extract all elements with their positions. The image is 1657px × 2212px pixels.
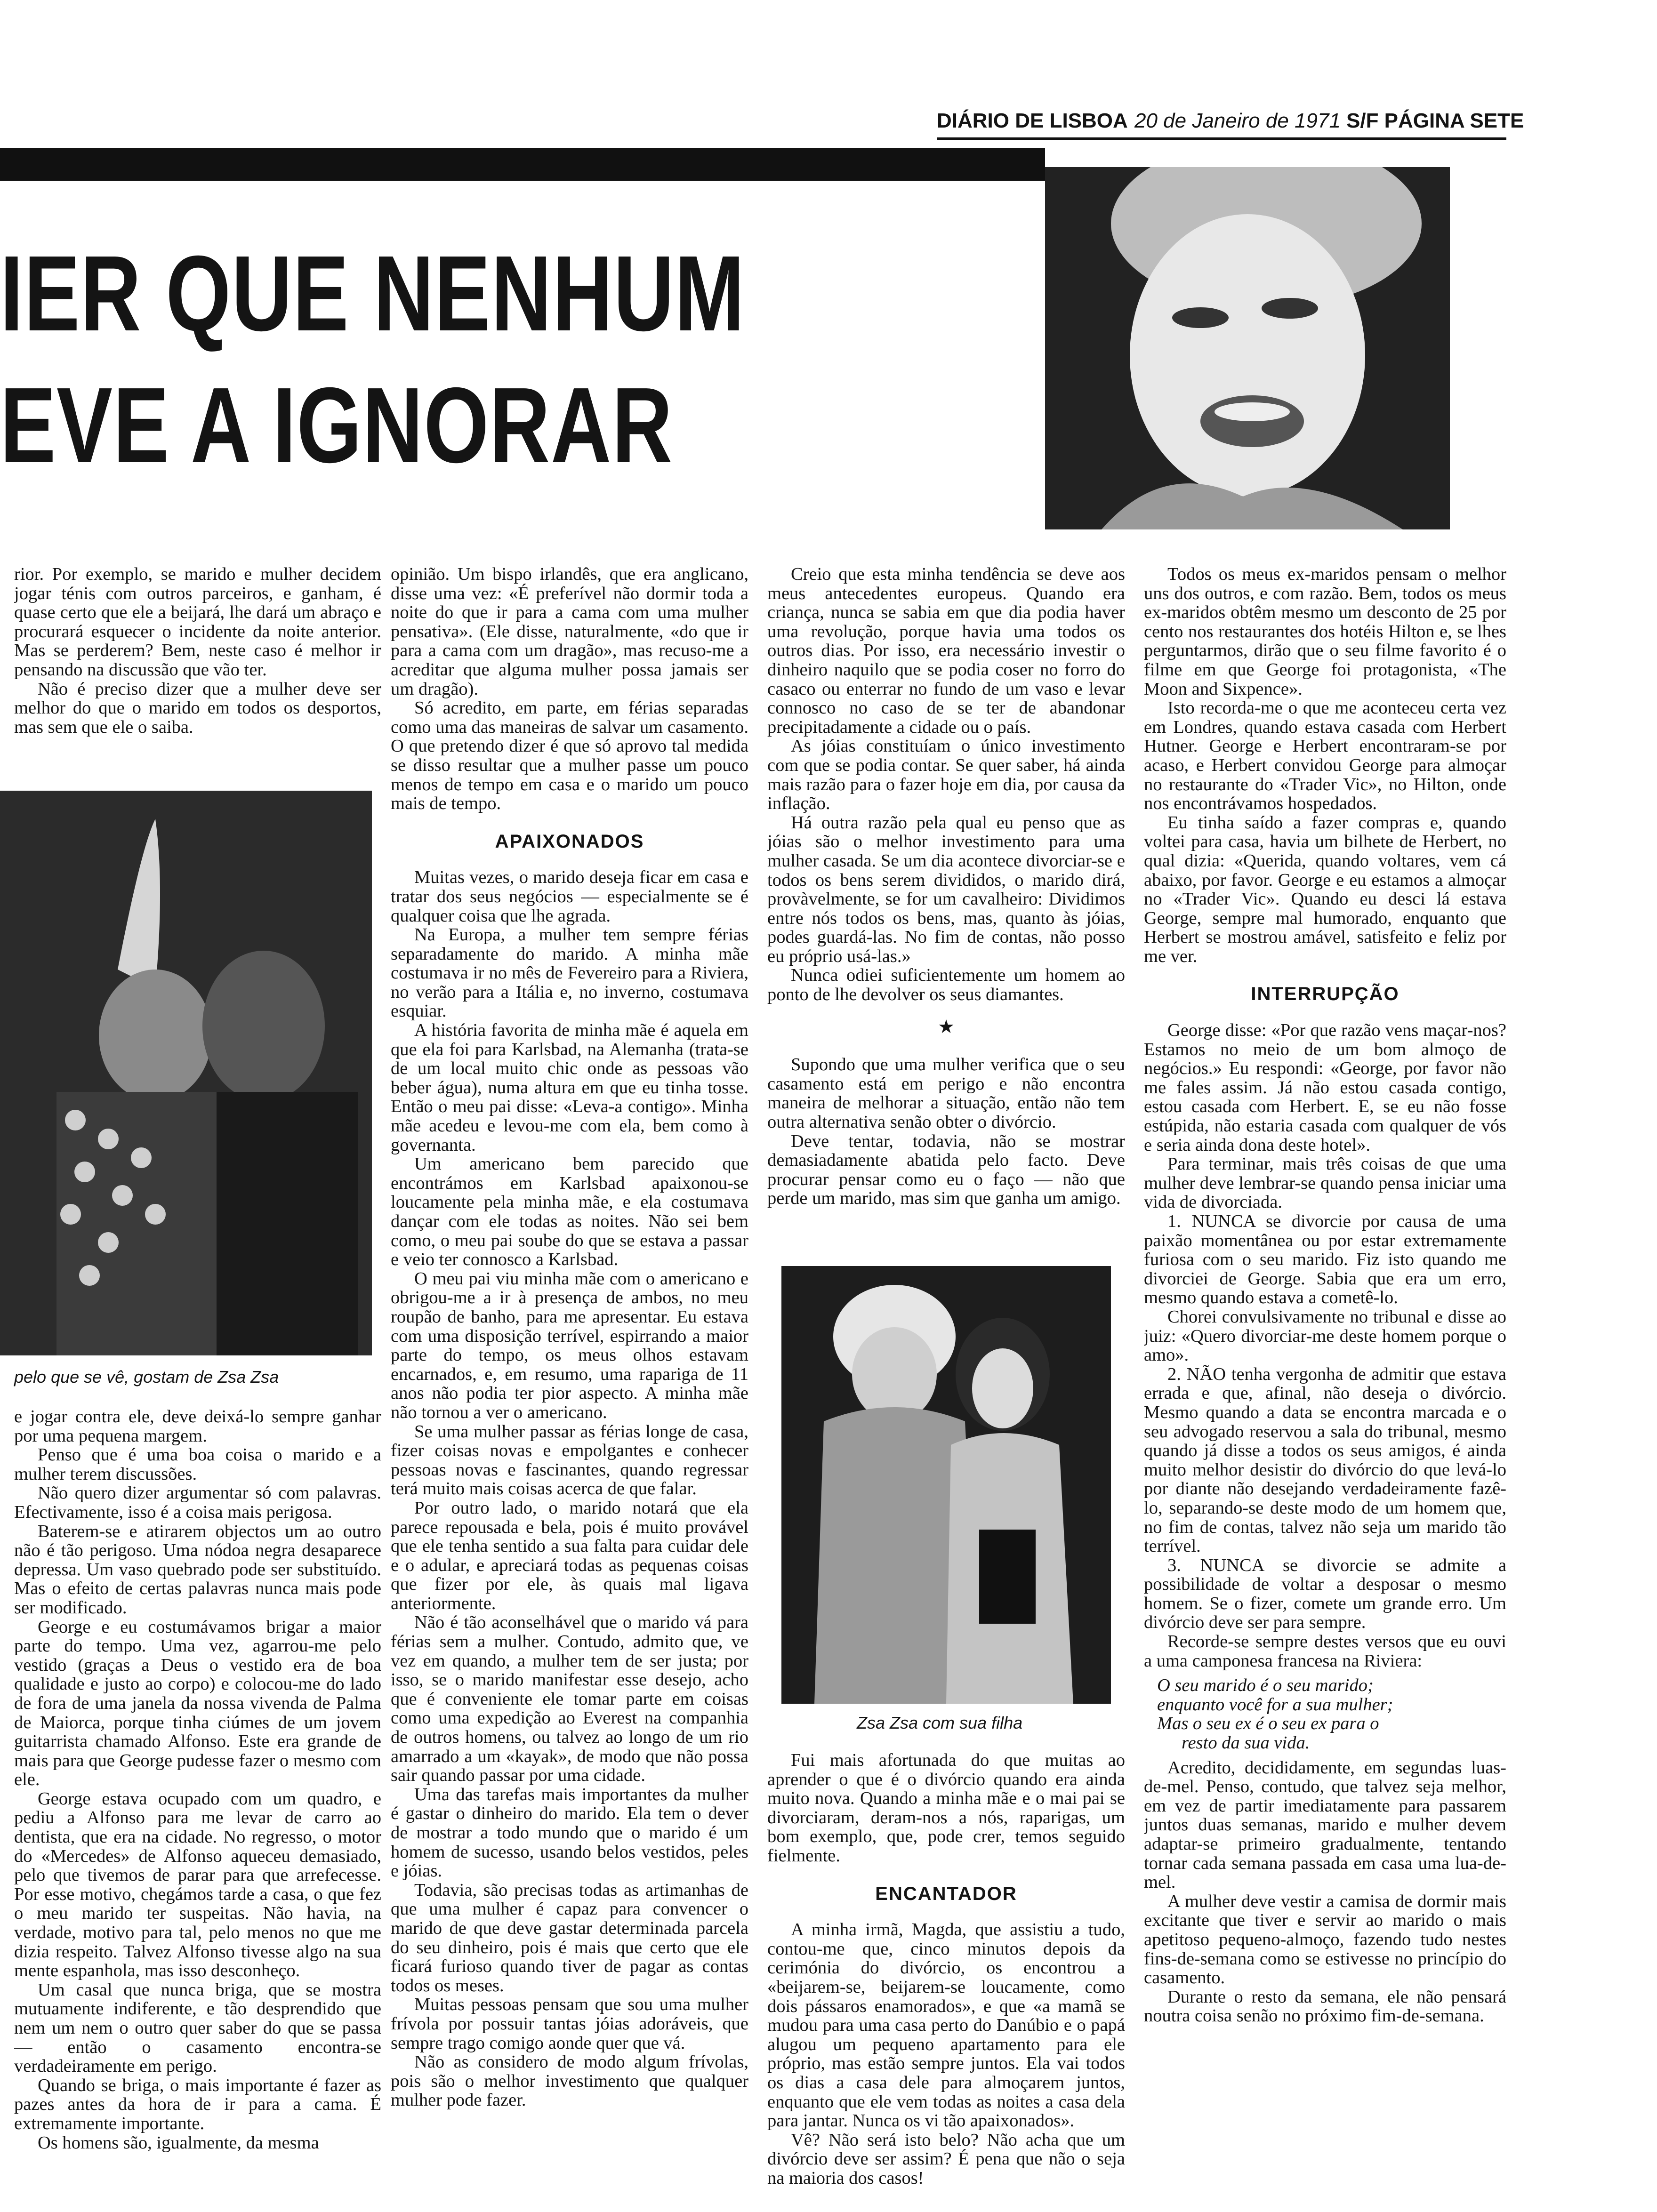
paragraph: Isto recorda-me o que me aconteceu certa vez em Londres, quando estava casada com Herbert Hutner. George e Herbert encontraram-se por acaso, e Herbert convidou George para almoçar no restaurante do «Trader Vic», no Hilton, onde nos encontrávamos hospedados. [1144,698,1506,814]
paragraph: 2. NÃO tenha vergonha de admitir que estava errada e que, afinal, não deseja o divórcio. Mesmo quando a data se encontra marcada e o seu advogado reservou a sala do tribunal, mesmo quando já disse a todos os seus amigos, é ainda muito melhor desistir do divórcio do que levá-lo por diante não desejando verdadeiramente fazê-lo, separando-se deste modo de um homem que, no fim de contas, talvez não seja um marido tão terrível. [1144,1364,1506,1556]
top-black-bar [0,148,1045,181]
paragraph: Vê? Não será isto belo? Não acha que um divórcio deve ser assim? É pena que não o seja na maioria dos casos! [767,2130,1125,2188]
column-3-bottom [767,1751,1125,2207]
paragraph: Os homens são, igualmente, da mesma [38,2132,319,2153]
paragraph: Nunca odiei suficientemente um homem ao ponto de lhe devolver os seus diamantes. [767,965,1125,1005]
paragraph: George disse: «Por que razão vens maçar-nos? Estamos no meio de um bom almoço de negócios.» Eu respondi: «George, por favor não me fales assim. Já não estou casada contigo, estou casada com Herbert. E, se eu não fosse estúpida, não estaria casada com qualquer de vós e seria ainda dona deste hotel». [1144,1020,1506,1155]
paragraph: Baterem-se e atirarem objectos um ao outro não é tão perigoso. Uma nódoa negra desaparece depressa. Um vaso quebrado pode ser substituído. Mas o efeito de certas palavras nunca mais pode ser modificado. [14,1521,381,1618]
paragraph: George e eu costumávamos brigar a maior parte do tempo. Uma vez, agarrou-me pelo vestido (graças a Deus o vestido era de boa qualidade e justo ao corpo) e colocou-me do lado de fora de uma janela da nossa vivenda de Palma de Maiorca, porque tinha ciúmes de um jovem guitarrista chamado Alfonso. Este era grande de mais para que George pudesse fazer o mesmo com ele. [14,1617,381,1790]
column-3-top [767,565,1125,1242]
column-1-bottom [14,1407,381,2207]
subhead-interrupcao: INTERRUPÇÃO [1251,984,1400,1005]
paragraph: Durante o resto da semana, ele não pensará noutra coisa senão no próximo fim-de-semana. [1144,1987,1506,2026]
paragraph: Um americano bem parecido que encontrámos em Karlsbad apaixonou-se loucamente pela minha mãe, e ela costumava dançar com ele todas as noites. Não sei bem como, o meu pai soube do que se estava a passar e veio ter connosco a Karlsbad. [391,1154,748,1270]
newspaper-name: DIÁRIO DE LISBOA [937,109,1128,132]
verse-block [1144,1676,1506,1752]
paragraph: Um casal que nunca briga, que se mostra mutuamente indiferente, e tão desprendido que nem um nem o outro quer saber do que se passa — então o casamento encontra-se verdadeiramente em perigo. [14,1980,381,2076]
verse-line: enquanto você for a sua mulher; [1157,1694,1393,1715]
paragraph: e jogar contra ele, deve deixá-lo sempre ganhar por uma pequena margem. [14,1407,381,1446]
mother-daughter-photo [781,1266,1111,1704]
page-label: S/F PÁGINA SETE [1346,109,1524,132]
paragraph: Não as considero de modo algum frívolas, pois são o melhor investimento que qualquer mulher pode fazer. [391,2052,748,2110]
section-star: ★ [938,1016,955,1037]
paragraph: Fui mais afortunada do que muitas ao aprender o que é o divórcio quando era ainda muito nova. Quando a minha mãe e o mai pai se divorciaram, deram-nos a nós, raparigas, um bom exemplo, que, pode crer, temos seguido fielmente. [767,1751,1125,1866]
headline-line-1: IER QUE NENHUM [0,234,745,353]
paragraph: Muitas pessoas pensam que sou uma mulher frívola por possuir tantas jóias adoráveis, que sempre trago comigo aonde quer que vá. [391,1995,748,2053]
paragraph: Uma das tarefas mais importantes da mulher é gastar o dinheiro do marido. Ela tem o dever de mostrar a todo mundo que o marido é um homem de sucesso, usando belos vestidos, peles e jóias. [391,1784,748,1881]
paragraph: Por outro lado, o marido notará que ela parece repousada e bela, pois é muito provável que ele tenha sentido a sua falta para cuidar dele e o adular, e apreciará todas as pequenas coisas que fizer por ele, às quais mal ligava anteriormente. [391,1498,748,1613]
paragraph: Todos os meus ex-maridos pensam o melhor uns dos outros, e com razão. Bem, todos os meus ex-maridos obtêm mesmo um desconto de 25 por cento nos restaurantes dos hotéis Hilton e, se lhes perguntarmos, dirão que o seu filme favorito é o filme em que George foi protagonista, «The Moon and Sixpence». [1144,565,1506,699]
paragraph: 1. NUNCA se divorcie por causa de uma paixão momentânea ou por estar extremamente furiosa com o seu marido. Fiz isto quando me divorciei de George. Sabia que era um erro, mesmo quando estava a cometê-lo. [1144,1211,1506,1308]
paragraph: Deve tentar, todavia, não se mostrar demasiadamente abatida pelo facto. Deve procurar pensar como eu o faço — não que perde um marido, mas sim que ganha um amigo. [767,1131,1125,1209]
portrait-image [1045,167,1450,529]
masthead-rule [937,137,1506,140]
paragraph: Na Europa, a mulher tem sempre férias separadamente do marido. A minha mãe costumava ir no mês de Fevereiro para a Riviera, no verão para a Itália e, no inverno, costumava esquiar. [391,925,748,1021]
paragraph: A minha irmã, Magda, que assistiu a tudo, contou-me que, cinco minutos depois da cerimónia do divórcio, os encontrou a «beijarem-se, beijarem-se loucamente, como dois pássaros enamorados», e que «a mamã se mudou para uma casa perto do Danúbio e o papá alugou um pequeno apartamento para ele próprio, mas estão sempre juntos. Ela vai todos os dias a casa dele para almoçarem juntos, enquanto que ele vem todas as noites a casa dela para jantar. Nunca os vi tão apaixonados». [767,1920,1125,2131]
center-photo-caption: Zsa Zsa com sua filha [857,1713,1023,1732]
paragraph: O meu pai viu minha mãe com o americano e obrigou-me a ir à presença de ambos, no meu roupão de banho, para me apresentar. Eu estava com uma disposição terrível, espirrando a maior parte do tempo, os meus olhos estavam encarnados, e, em resumo, uma rapariga de 11 anos não podia ter pior aspecto. A minha mãe não tornou a ver o americano. [391,1268,748,1422]
issue-date: 20 de Janeiro de 1971 [1134,109,1341,132]
paragraph: Não é tão aconselhável que o marido vá para férias sem a mulher. Contudo, admito que, ve vez em quando, a mulher tem de ser justa; por isso, se o marido manifestar esse desejo, acho que é conveniente ele tomar parte em coisas como uma expedição ao Everest na companhia de outros homens, ou talvez ao longo de um rio amarrado a um «kayak», de modo que não possa sair quando passar por uma cidade. [391,1612,748,1786]
paragraph: Recorde-se sempre destes versos que eu ouvi a uma camponesa francesa na Riviera: [1144,1632,1506,1671]
mother-daughter-image [781,1266,1111,1704]
paragraph: Supondo que uma mulher verifica que o seu casamento está em perigo e não encontra maneira de melhorar a situação, então não tem outra alternativa senão obter o divórcio. [767,1055,1125,1132]
paragraph: opinião. Um bispo irlandês, que era anglicano, disse uma vez: «É preferível não dormir toda a noite do que ir para a cama com uma mulher pensativa». (Ele disse, naturalmente, «do que ir para a cama com um dragão», mas recuso-me a acreditar que alguma mulher possa jamais ser um dragão). [391,565,748,699]
paragraph: rior. Por exemplo, se marido e mulher decidem jogar ténis com outros parceiros, e ganham, é quase certo que ele a beijará, lhe dará um abraço e procurará esquecer o incidente da noite anterior. Mas se perderem? Bem, neste caso é melhor ir pensando na discussão que vão ter. [14,565,381,680]
paragraph: George estava ocupado com um quadro, e pediu a Alfonso para me levar de carro ao dentista, que era na cidade. No regresso, o motor do «Mercedes» de Alfonso aqueceu demasiado, pelo que tivemos de parar para que arrefecesse. Por esse motivo, chegámos tarde a casa, o que fez o meu marido ter suspeitas. Não havia, na verdade, motivo para tal, pelo menos no que me dizia respeito. Talvez Alfonso tivesse algo na sua mente espanhola, mas isso desconheço. [14,1788,381,1981]
column-2 [391,565,748,2207]
paragraph: 3. NUNCA se divorcie se admite a possibilidade de voltar a desposar o mesmo homem. Se o fizer, comete um grande erro. Um divórcio deve ser para sempre. [1144,1555,1506,1633]
paragraph: Só acredito, em parte, em férias separadas como uma das maneiras de salvar um casamento. O que pretendo dizer é que só aprovo tal medida se disso resultar que a mulher passe um pouco menos de tempo em casa e o marido um pouco mais de tempo. [391,698,748,814]
portrait-photo [1045,167,1450,529]
verse-line: O seu marido é o seu marido; [1157,1675,1374,1696]
paragraph: Muitas vezes, o marido deseja ficar em casa e tratar dos seus negócios — especialmente se é qualquer coisa que lhe agrada. [391,867,748,926]
paragraph: Acredito, decididamente, em segundas luas-de-mel. Penso, contudo, que talvez seja melhor, em vez de partir imediatamente para passarem juntos duas semanas, marido e mulher devem adaptar-se primeiro gradualmente, tentando tornar cada semana passada em casa uma lua-de-mel. [1144,1757,1506,1892]
verse-line: Mas o seu ex é o seu ex para o [1157,1714,1379,1734]
paragraph: Todavia, são precisas todas as artimanhas de que uma mulher é capaz para convencer o marido de que deve gastar determinada parcela do seu dinheiro, pois é mais que certo que ele ficará furioso quando tiver de pagar as contas todos os meses. [391,1880,748,1996]
paragraph: Creio que esta minha tendência se deve aos meus antecedentes europeus. Quando era criança, nunca se sabia em que dia podia haver uma revolução, porque havia uma todos os outros dias. Por isso, era necessário investir o dinheiro naquilo que se podia coser no forro do casaco ou enterrar no fundo de um vaso e levar connosco no caso de se ter de abandonar precipitadamente a cidade ou o país. [767,565,1125,737]
left-photo-caption: pelo que se vê, gostam de Zsa Zsa [14,1367,279,1387]
column-1-top [14,565,381,767]
paragraph: Não é preciso dizer que a mulher deve ser melhor do que o marido em todos os desportos, mas sem que ele o saiba. [14,679,381,737]
paragraph: Quando se briga, o mais importante é fazer as pazes antes da hora de ir para a cama. É extremamente importante. [14,2075,381,2133]
paragraph: Para terminar, mais três coisas de que uma mulher deve lembrar-se quando pensa iniciar uma vida de divorciada. [1144,1154,1506,1212]
subhead-apaixonados: APAIXONADOS [495,831,644,852]
paragraph: A mulher deve vestir a camisa de dormir mais excitante que tiver e servir ao marido o mais apetitoso pequeno-almoço, fazendo tudo nestes fins-de-semana como se estivesse no princípio do casamento. [1144,1891,1506,1988]
subhead-encantador: ENCANTADOR [875,1883,1017,1904]
paragraph: Penso que é uma boa coisa o marido e a mulher terem discussões. [14,1445,381,1484]
dancing-photo [0,791,372,1355]
dancing-image [0,791,372,1355]
paragraph: As jóias constituíam o único investimento com que se podia contar. Se quer saber, há ainda mais razão para o fazer hoje em dia, por causa da inflação. [767,736,1125,814]
paragraph: Eu tinha saído a fazer compras e, quando voltei para casa, havia um bilhete de Herbert, no qual dizia: «Querida, quando voltares, vem cá abaixo, por favor. George e eu estamos a almoçar no «Trader Vic». Quando eu desci lá estava George, sempre mal humorado, enquanto que Herbert se mostrou amável, satisfeito e feliz por me ver. [1144,812,1506,966]
paragraph: A história favorita de minha mãe é aquela em que ela foi para Karlsbad, na Alemanha (trata-se de um local muito chic onde as pessoas vão beber água), numa altura em que eu tinha tosse. Então o meu pai disse: «Leva-a contigo». Minha mãe acedeu e levou-me com ela, bem como à governanta. [391,1020,748,1155]
verse-line: resto da sua vida. [1182,1733,1310,1753]
paragraph: Não quero dizer argumentar só com palavras. Efectivamente, isso é a coisa mais perigosa. [14,1483,381,1522]
paragraph: Há outra razão pela qual eu penso que as jóias são o melhor investimento para uma mulher casada. Se um dia acontece divorciar-se e todos os bens serem divididos, o marido dirá, provàvelmente, se for um cavalheiro: Dividimos entre nós todos os bens, mas, quanto às jóias, podes guardá-las. No fim de contas, não posso eu próprio usá-las.» [767,812,1125,966]
paragraph: Chorei convulsivamente no tribunal e disse ao juiz: «Quero divorciar-me deste homem porque o amo». [1144,1306,1506,1365]
column-4 [1144,565,1506,2207]
paragraph: Se uma mulher passar as férias longe de casa, fizer coisas novas e empolgantes e conhecer pessoas novas e fascinantes, quando regressar terá muito mais coisas acerca de que falar. [391,1421,748,1499]
headline-line-2: EVE A IGNORAR [0,366,673,485]
